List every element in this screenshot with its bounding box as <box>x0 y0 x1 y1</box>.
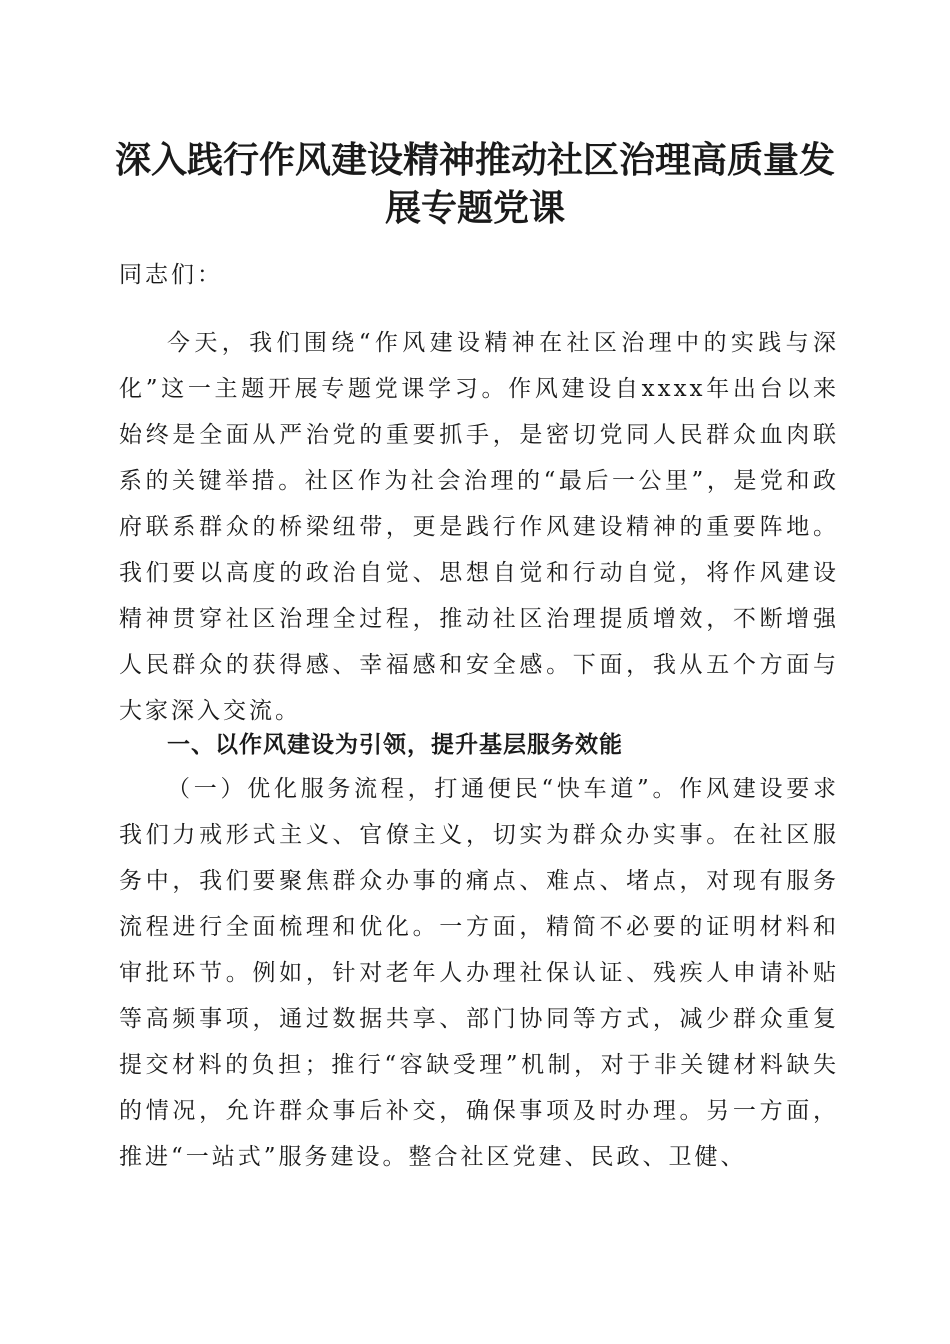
intro-paragraph: 今天，我们围绕“作风建设精神在社区治理中的实践与深化”这一主题开展专题党课学习。作风建设自xxxx年出台以来始终是全面从严治党的重要抓手，是密切党同人民群众血肉联系的关键举措。社区作为社会治理的“最后一公里”，是党和政府联系群众的桥梁纽带，更是践行作风建设精神的重要阵地。我们要以高度的政治自觉、思想自觉和行动自觉，将作风建设精神贯穿社区治理全过程，推动社区治理提质增效，不断增强人民群众的获得感、幸福感和安全感。下面，我从五个方面与大家深入交流。 <box>119 330 839 724</box>
section-heading: 一、以作风建设为引领，提升基层服务效能 <box>167 732 623 758</box>
section-paragraph: （一）优化服务流程，打通便民“快车道”。作风建设要求我们力戒形式主义、官僚主义，切实为群众办实事。在社区服务中，我们要聚焦群众办事的痛点、难点、堵点，对现有服务流程进行全面梳理和优化。一方面，精简不必要的证明材料和审批环节。例如，针对老年人办理社保认证、残疾人申请补贴等高频事项，通过数据共享、部门协同等方式，减少群众重复提交材料的负担；推行“容缺受理”机制，对于非关键材料缺失的情况，允许群众事后补交，确保事项及时办理。另一方面，推进“一站式”服务建设。整合社区党建、民政、卫健、 <box>119 776 839 1170</box>
document-title-line-1: 深入践行作风建设精神推动社区治理高质量发 <box>114 139 835 181</box>
salutation: 同志们： <box>119 262 223 288</box>
document-title-line-2: 展专题党课 <box>384 187 565 229</box>
